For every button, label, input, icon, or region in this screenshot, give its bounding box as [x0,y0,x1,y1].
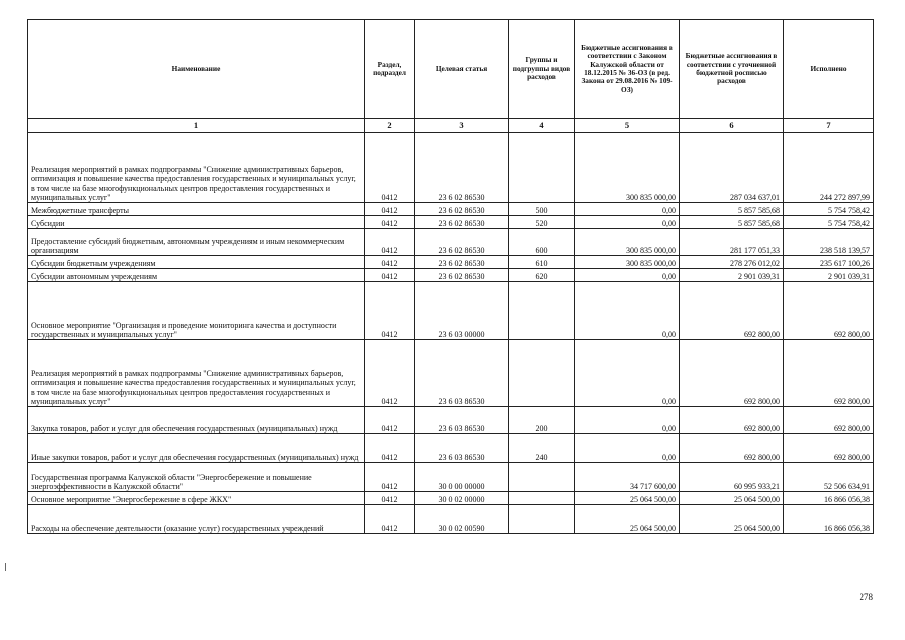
table-cell-executed: 235 617 100,26 [784,256,874,269]
table-cell-target: 23 6 02 86530 [415,133,509,203]
col-header-budget-plan: Бюджетные ассигнования в соответствии с уточненной бюджетной росписью расходов [680,20,784,119]
table-cell-budget-plan: 692 800,00 [680,407,784,434]
table-cell-group: 240 [509,434,575,463]
table-cell-budget-plan: 692 800,00 [680,282,784,340]
table-cell-target: 23 6 02 86530 [415,203,509,216]
table-cell-executed: 238 518 139,57 [784,229,874,256]
table-cell-executed: 5 754 758,42 [784,216,874,229]
col-number: 7 [784,119,874,133]
table-cell-name: Основное мероприятие "Энергосбережение в сфере ЖКХ" [28,492,365,505]
col-number: 5 [575,119,680,133]
table-cell-executed: 52 506 634,91 [784,463,874,492]
table-cell-target: 30 0 02 00590 [415,505,509,534]
table-cell-target: 23 6 02 86530 [415,229,509,256]
table-cell-budget-law: 300 835 000,00 [575,133,680,203]
col-number: 6 [680,119,784,133]
budget-document [27,19,874,534]
table-row [28,269,874,282]
table-cell-budget-plan: 281 177 051,33 [680,229,784,256]
table-cell-name: Закупка товаров, работ и услуг для обеспечения государственных (муниципальных) нужд [28,407,365,434]
table-row [28,133,874,203]
table-cell-budget-law: 0,00 [575,269,680,282]
table-body [28,133,874,534]
page-number: 278 [859,592,873,602]
table-row [28,340,874,407]
table-cell-budget-law: 0,00 [575,282,680,340]
table-row [28,216,874,229]
table-cell-name: Основное мероприятие "Организация и проведение мониторинга качества и доступности государственных и муниципальных услуг" [28,282,365,340]
table-cell-group [509,282,575,340]
table-cell-section: 0412 [365,229,415,256]
table-cell-budget-law: 0,00 [575,216,680,229]
table-row [28,463,874,492]
table-cell-section: 0412 [365,505,415,534]
table-cell-target: 23 6 02 86530 [415,256,509,269]
table-cell-section: 0412 [365,463,415,492]
table-cell-budget-law: 0,00 [575,340,680,407]
table-cell-group [509,492,575,505]
table-row [28,505,874,534]
table-cell-budget-plan: 25 064 500,00 [680,505,784,534]
col-header-group: Группы и подгруппы видов расходов [509,20,575,119]
table-cell-group [509,133,575,203]
table-cell-target: 23 6 03 00000 [415,282,509,340]
table-cell-name: Субсидии [28,216,365,229]
margin-mark [5,563,8,571]
table-cell-group: 200 [509,407,575,434]
col-header-executed: Исполнено [784,20,874,119]
table-cell-name: Предоставление субсидий бюджетным, автономным учреждениям и иным некоммерческим организациям [28,229,365,256]
table-cell-group [509,463,575,492]
col-number: 1 [28,119,365,133]
table-row [28,492,874,505]
table-cell-name: Субсидии бюджетным учреждениям [28,256,365,269]
table-cell-budget-law: 34 717 600,00 [575,463,680,492]
table-cell-executed: 5 754 758,42 [784,203,874,216]
table-cell-section: 0412 [365,269,415,282]
table-row [28,203,874,216]
table-cell-name: Иные закупки товаров, работ и услуг для обеспечения государственных (муниципальных) нужд [28,434,365,463]
table-cell-target: 23 6 02 86530 [415,269,509,282]
budget-table [27,19,874,534]
table-cell-budget-plan: 5 857 585,68 [680,203,784,216]
table-cell-group [509,505,575,534]
table-cell-budget-plan: 25 064 500,00 [680,492,784,505]
table-cell-executed: 244 272 897,99 [784,133,874,203]
table-cell-name: Реализация мероприятий в рамках подпрограммы "Снижение административных барьеров, оптимизация и повышение качества предоставления государственных и муниципальных услуг, в том числе на базе многофункциональных центров предоставления государственных и муниципальных услуг" [28,133,365,203]
table-cell-section: 0412 [365,492,415,505]
table-cell-section: 0412 [365,407,415,434]
table-row [28,282,874,340]
header-row [28,20,874,119]
table-cell-section: 0412 [365,216,415,229]
table-cell-name: Субсидии автономным учреждениям [28,269,365,282]
table-cell-name: Межбюджетные трансферты [28,203,365,216]
table-cell-group: 500 [509,203,575,216]
table-cell-group: 520 [509,216,575,229]
col-number: 3 [415,119,509,133]
table-cell-budget-law: 25 064 500,00 [575,505,680,534]
column-number-row [28,119,874,133]
table-cell-name: Государственная программа Калужской области "Энергосбережение и повышение энергоэффективности в Калужской области" [28,463,365,492]
table-cell-budget-law: 0,00 [575,407,680,434]
table-cell-target: 23 6 03 86530 [415,434,509,463]
table-cell-section: 0412 [365,133,415,203]
table-cell-name: Реализация мероприятий в рамках подпрограммы "Снижение административных барьеров, оптимизация и повышение качества предоставления государственных и муниципальных услуг, в том числе на базе многофункциональных центров предоставления государственных и муниципальных услуг" [28,340,365,407]
table-cell-section: 0412 [365,203,415,216]
col-header-target: Целевая статья [415,20,509,119]
table-cell-group: 600 [509,229,575,256]
col-header-budget-law: Бюджетные ассигнования в соответствии с Законом Калужской области от 18.12.2015 № 36-ОЗ (в ред. Закона от 29.08.2016 № 109-ОЗ) [575,20,680,119]
table-cell-target: 30 0 00 00000 [415,463,509,492]
table-row [28,229,874,256]
table-cell-budget-law: 25 064 500,00 [575,492,680,505]
table-cell-name: Расходы на обеспечение деятельности (оказание услуг) государственных учреждений [28,505,365,534]
table-cell-budget-law: 300 835 000,00 [575,229,680,256]
col-header-name: Наименование [28,20,365,119]
table-cell-target: 23 6 03 86530 [415,407,509,434]
table-cell-executed: 16 866 056,38 [784,505,874,534]
table-cell-executed: 692 800,00 [784,282,874,340]
table-cell-executed: 692 800,00 [784,340,874,407]
col-number: 4 [509,119,575,133]
table-cell-section: 0412 [365,340,415,407]
table-row [28,434,874,463]
table-cell-executed: 2 901 039,31 [784,269,874,282]
table-cell-section: 0412 [365,434,415,463]
table-cell-target: 23 6 02 86530 [415,216,509,229]
col-number: 2 [365,119,415,133]
table-cell-budget-law: 300 835 000,00 [575,256,680,269]
table-row [28,256,874,269]
table-cell-budget-plan: 60 995 933,21 [680,463,784,492]
table-cell-budget-plan: 2 901 039,31 [680,269,784,282]
table-cell-target: 23 6 03 86530 [415,340,509,407]
table-row [28,407,874,434]
table-cell-budget-plan: 287 034 637,01 [680,133,784,203]
table-cell-executed: 16 866 056,38 [784,492,874,505]
table-cell-executed: 692 800,00 [784,407,874,434]
table-cell-section: 0412 [365,256,415,269]
table-cell-group [509,340,575,407]
table-cell-group: 620 [509,269,575,282]
table-cell-group: 610 [509,256,575,269]
table-cell-budget-plan: 278 276 012,02 [680,256,784,269]
table-cell-budget-law: 0,00 [575,203,680,216]
table-cell-executed: 692 800,00 [784,434,874,463]
table-cell-budget-plan: 692 800,00 [680,434,784,463]
table-cell-budget-plan: 692 800,00 [680,340,784,407]
table-cell-section: 0412 [365,282,415,340]
col-header-section: Раздел, подраздел [365,20,415,119]
table-cell-budget-plan: 5 857 585,68 [680,216,784,229]
table-cell-budget-law: 0,00 [575,434,680,463]
table-cell-target: 30 0 02 00000 [415,492,509,505]
